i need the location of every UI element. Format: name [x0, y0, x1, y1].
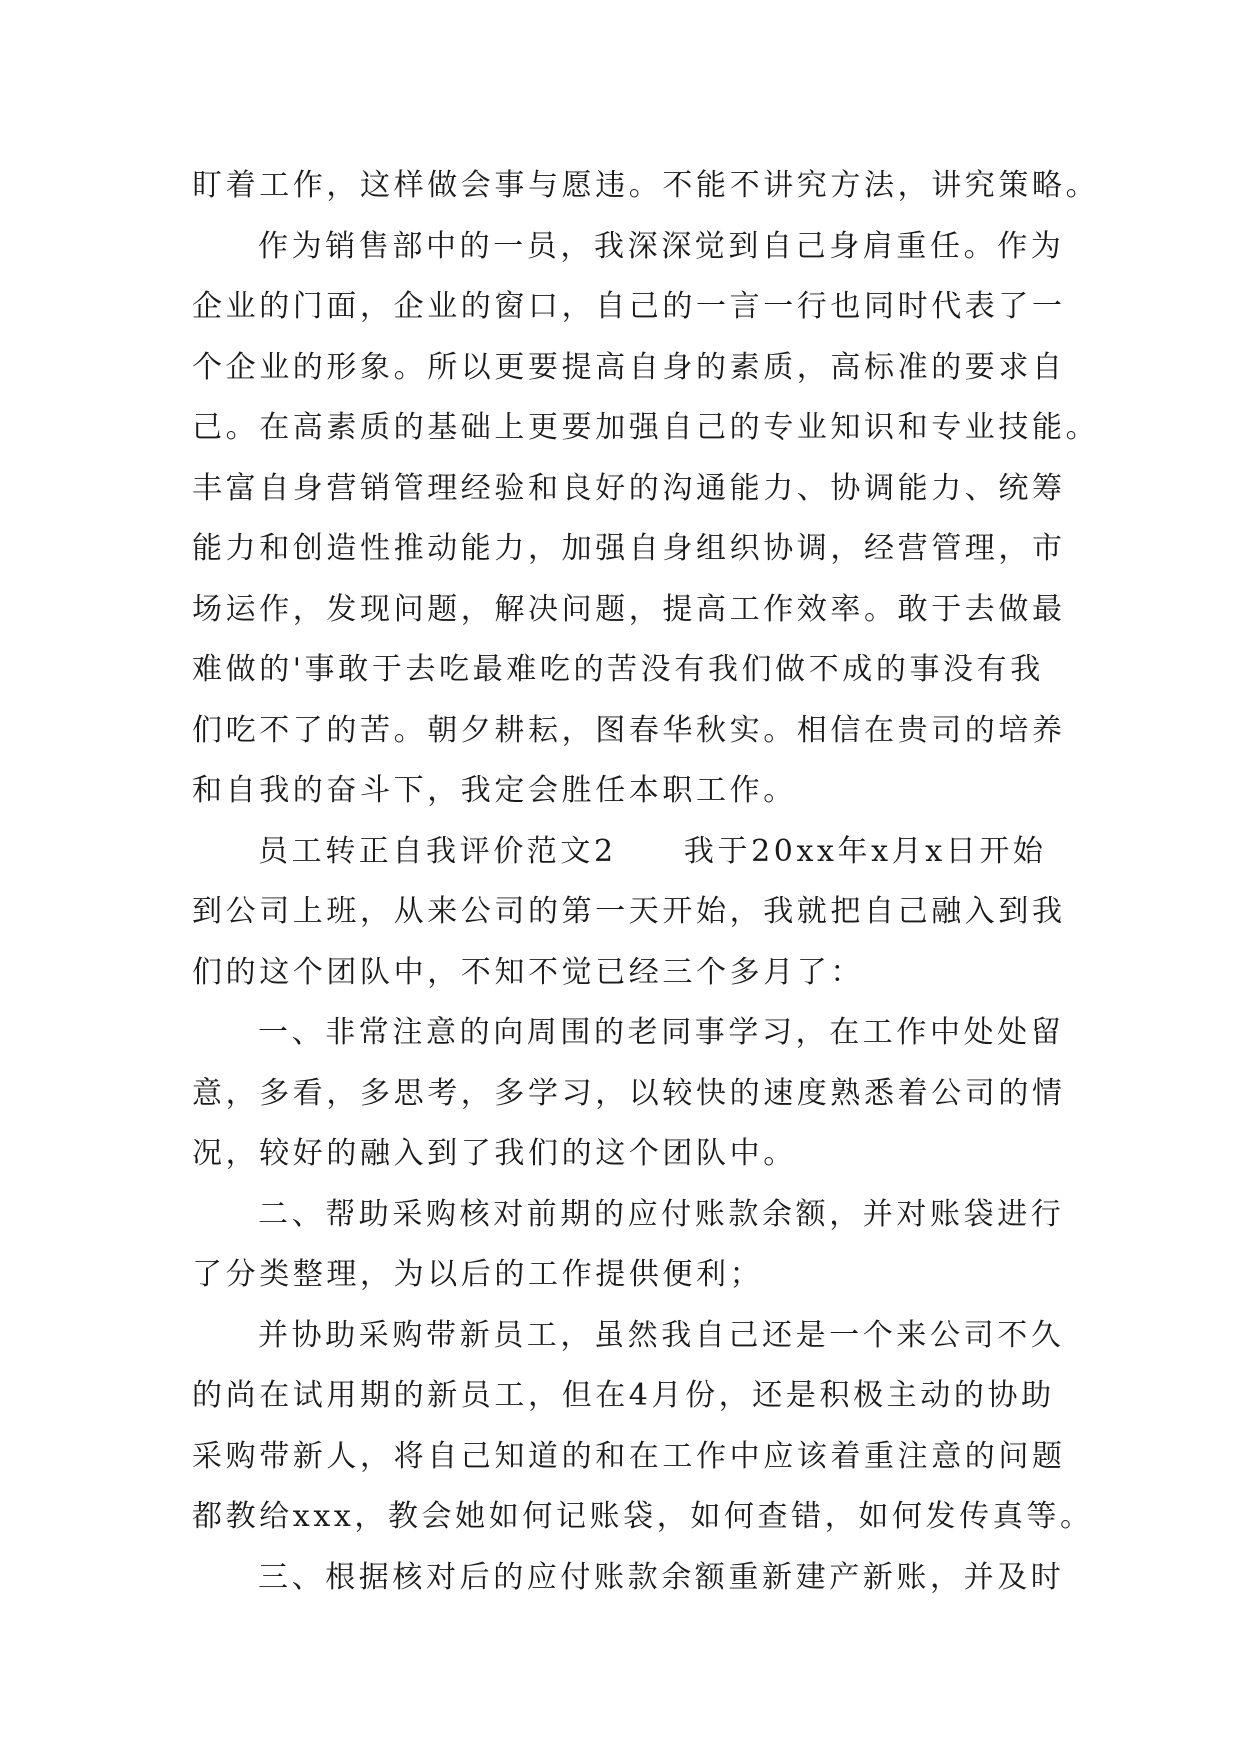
text-line: 作为销售部中的一员，我深深觉到自己身肩重任。作为: [258, 228, 1065, 264]
text-line: 员工转正自我评价范文2 我于20xx年x月x日开始: [258, 833, 1047, 869]
text-line: 己。在高素质的基础上更要加强自己的专业知识和专业技能。: [192, 410, 1100, 445]
text-line: 场运作，发现问题，解决问题，提高工作效率。敢于去做最: [192, 591, 1066, 627]
text-line: 并协助采购带新员工，虽然我自己还是一个来公司不久: [258, 1317, 1065, 1353]
text-line: 一、非常注意的向周围的老同事学习，在工作中处处留: [258, 1015, 1065, 1050]
text-line: 丰富自身营销管理经验和良好的沟通能力、协调能力、统筹: [192, 470, 1066, 506]
text-line: 们的这个团队中，不知不觉已经三个多月了：: [192, 954, 864, 990]
text-line: 企业的门面，企业的窗口，自己的一言一行也同时代表了一: [192, 289, 1066, 324]
text-line: 难做的'事敢于去吃最难吃的苦没有我们做不成的事没有我: [192, 652, 1044, 687]
text-line: 了分类整理，为以后的工作提供便利；: [192, 1257, 764, 1292]
text-line: 况，较好的融入到了我们的这个团队中。: [192, 1136, 797, 1171]
text-line: 的尚在试用期的新员工，但在4月份，还是积极主动的协助: [192, 1378, 1055, 1413]
text-line: 能力和创造性推动能力，加强自身组织协调，经营管理，市: [192, 531, 1066, 566]
text-line: 三、根据核对后的应付账款余额重新建产新账，并及时: [258, 1559, 1065, 1595]
text-line: 意，多看，多思考，多学习，以较快的速度熟悉着公司的情: [192, 1075, 1066, 1111]
text-line: 到公司上班，从来公司的第一天开始，我就把自己融入到我: [192, 894, 1066, 929]
text-line: 都教给xxx，教会她如何记账袋，如何查错，如何发传真等。: [192, 1499, 1094, 1534]
document-body: [192, 156, 1100, 1608]
text-line: 采购带新人，将自己知道的和在工作中应该着重注意的问题: [192, 1438, 1066, 1474]
text-line: 和自我的奋斗下，我定会胜任本职工作。: [192, 773, 797, 808]
text-line: 个企业的形象。所以更要提高自身的素质，高标准的要求自: [192, 349, 1066, 385]
text-line: 盯着工作，这样做会事与愿违。不能不讲究方法，讲究策略。: [192, 168, 1100, 203]
text-line: 二、帮助采购核对前期的应付账款余额，并对账袋进行: [258, 1196, 1065, 1232]
text-line: 们吃不了的苦。朝夕耕耘，图春华秋实。相信在贵司的培养: [192, 712, 1066, 748]
